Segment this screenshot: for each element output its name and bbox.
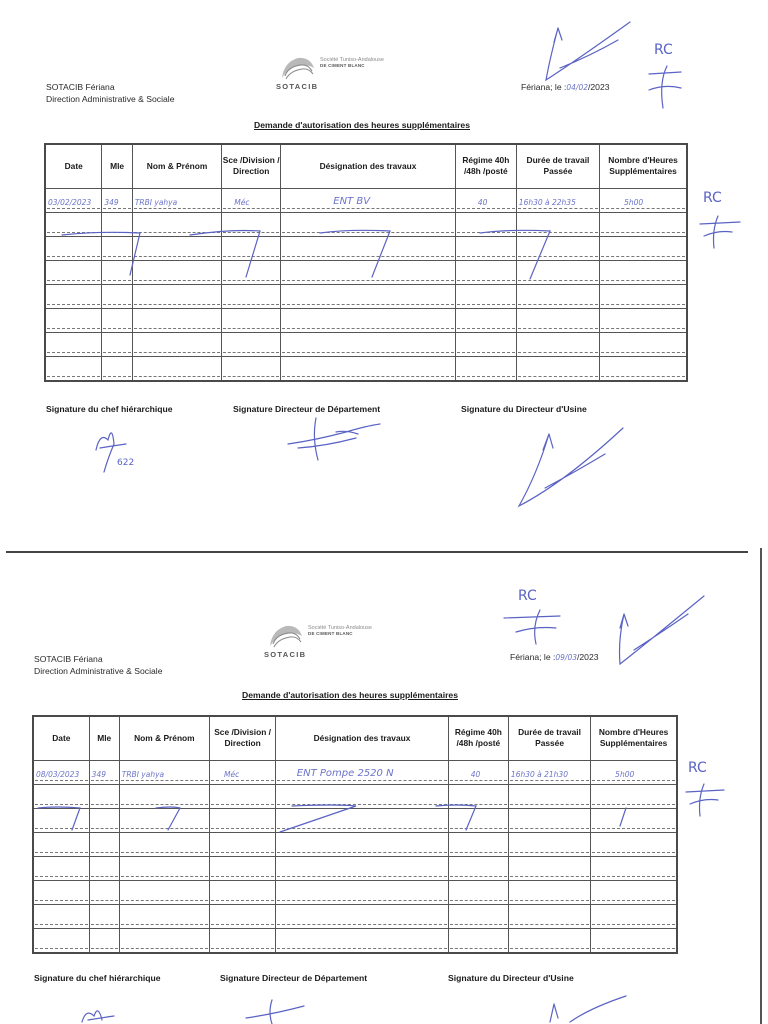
company-logo <box>276 54 426 94</box>
header-regime: Régime 40h /48h /posté <box>455 144 516 188</box>
place-year: /2023 <box>577 652 599 662</box>
table-row <box>45 356 687 381</box>
cell-mle: 349 <box>104 197 119 207</box>
table-header-row <box>45 144 687 188</box>
signature-label-supervisor: Signature du chef hiérarchique <box>34 973 161 983</box>
logo-tagline-2: DE CIMENT BLANC <box>308 631 353 636</box>
header-mle: Mle <box>102 144 132 188</box>
handwritten-signature <box>540 18 640 88</box>
logo-tagline: Société Tuniso-Andalouse <box>308 625 372 631</box>
cell-hours: 5h00 <box>624 197 644 207</box>
logo-emblem-icon <box>276 54 318 82</box>
logo-tagline: Société Tuniso-Andalouse <box>320 57 384 63</box>
org-name: SOTACIB Fériana <box>34 654 103 664</box>
handwritten-signature <box>244 998 324 1024</box>
handwritten-signature <box>608 592 708 668</box>
stamp-note: 622 <box>117 458 135 468</box>
header-duration: Durée de travail Passée <box>508 716 590 760</box>
form-title: Demande d'autorisation des heures supplémentaires <box>254 120 470 130</box>
cell-works: ENT BV <box>333 195 371 207</box>
cell-duration: 16h30 à 21h30 <box>510 769 568 779</box>
margin-note: RC <box>703 190 722 206</box>
table-row <box>45 284 687 308</box>
table-row <box>33 856 677 880</box>
signature-label-supervisor: Signature du chef hiérarchique <box>46 404 173 414</box>
logo-name: SOTACIB <box>276 82 319 91</box>
table-row <box>45 332 687 356</box>
place-date-handwritten: 09/03 <box>555 653 578 662</box>
logo-tagline-2: DE CIMENT BLANC <box>320 63 365 68</box>
handwritten-initials <box>698 208 742 250</box>
cross-out-strokes <box>60 225 620 285</box>
handwritten-signature <box>78 1002 128 1024</box>
signature-label-plant-director: Signature du Directeur d'Usine <box>448 973 574 983</box>
header-hours: Nombre d'Heures Supplémentaires <box>591 716 677 760</box>
handwritten-signature <box>286 414 382 462</box>
header-name: Nom & Prénom <box>119 716 209 760</box>
table-row <box>33 760 677 784</box>
org-header <box>46 81 174 105</box>
cell-duration: 16h30 à 22h35 <box>518 197 576 207</box>
table-row <box>33 928 677 953</box>
org-name: SOTACIB Fériana <box>46 82 115 92</box>
place-year: /2023 <box>588 82 610 92</box>
place-prefix: Fériana; le : <box>521 82 567 92</box>
logo-emblem-icon <box>264 622 306 650</box>
header-works: Désignation des travaux <box>281 144 456 188</box>
cell-hours: 5h00 <box>615 769 635 779</box>
cell-division: Méc <box>234 197 250 207</box>
cell-works: ENT Pompe 2520 N <box>296 767 394 779</box>
header-mle: Mle <box>89 716 119 760</box>
cell-date: 08/03/2023 <box>36 769 80 779</box>
cell-name: TRBI yahya <box>134 197 178 207</box>
top-margin-note: RC <box>518 588 537 604</box>
signature-label-dept-director: Signature Directeur de Département <box>220 973 368 983</box>
cell-mle: 349 <box>91 769 106 779</box>
signature-label-dept-director: Signature Directeur de Département <box>233 404 381 414</box>
handwritten-signature <box>515 424 625 510</box>
header-duration: Durée de travail Passée <box>516 144 599 188</box>
margin-note: RC <box>688 760 707 776</box>
cell-regime: 40 <box>470 769 481 779</box>
header-works: Désignation des travaux <box>276 716 449 760</box>
cell-regime: 40 <box>477 197 488 207</box>
place-prefix: Fériana; le : <box>510 652 556 662</box>
logo-name: SOTACIB <box>264 650 307 659</box>
org-department: Direction Administrative & Sociale <box>46 94 175 104</box>
signature-label-plant-director: Signature du Directeur d'Usine <box>461 404 587 414</box>
handwritten-initials <box>684 778 728 818</box>
cell-name: TRBI yahya <box>121 769 165 779</box>
org-header <box>34 653 162 677</box>
handwritten-initials <box>500 606 566 646</box>
page-separator <box>6 551 748 553</box>
page-edge <box>760 548 762 1024</box>
handwritten-signature <box>540 994 630 1024</box>
header-date: Date <box>45 144 102 188</box>
header-date: Date <box>33 716 89 760</box>
header-name: Nom & Prénom <box>132 144 221 188</box>
table-row <box>45 188 687 212</box>
table-header-row <box>33 716 677 760</box>
table-row <box>33 904 677 928</box>
place-date-handwritten: 04/02 <box>566 83 589 92</box>
header-division: Sce /Division / Direction <box>210 716 276 760</box>
handwritten-initials <box>645 60 685 110</box>
top-margin-note: RC <box>654 42 673 58</box>
table-row <box>33 880 677 904</box>
place-date <box>510 652 599 662</box>
cell-division: Méc <box>224 769 240 779</box>
org-department: Direction Administrative & Sociale <box>34 666 163 676</box>
header-division: Sce /Division / Direction <box>222 144 281 188</box>
header-regime: Régime 40h /48h /posté <box>448 716 508 760</box>
form-title: Demande d'autorisation des heures supplémentaires <box>242 690 458 700</box>
cross-out-strokes <box>36 800 656 836</box>
company-logo <box>264 622 414 662</box>
table-row <box>45 308 687 332</box>
header-hours: Nombre d'Heures Supplémentaires <box>600 144 687 188</box>
cell-date: 03/02/2023 <box>48 197 92 207</box>
